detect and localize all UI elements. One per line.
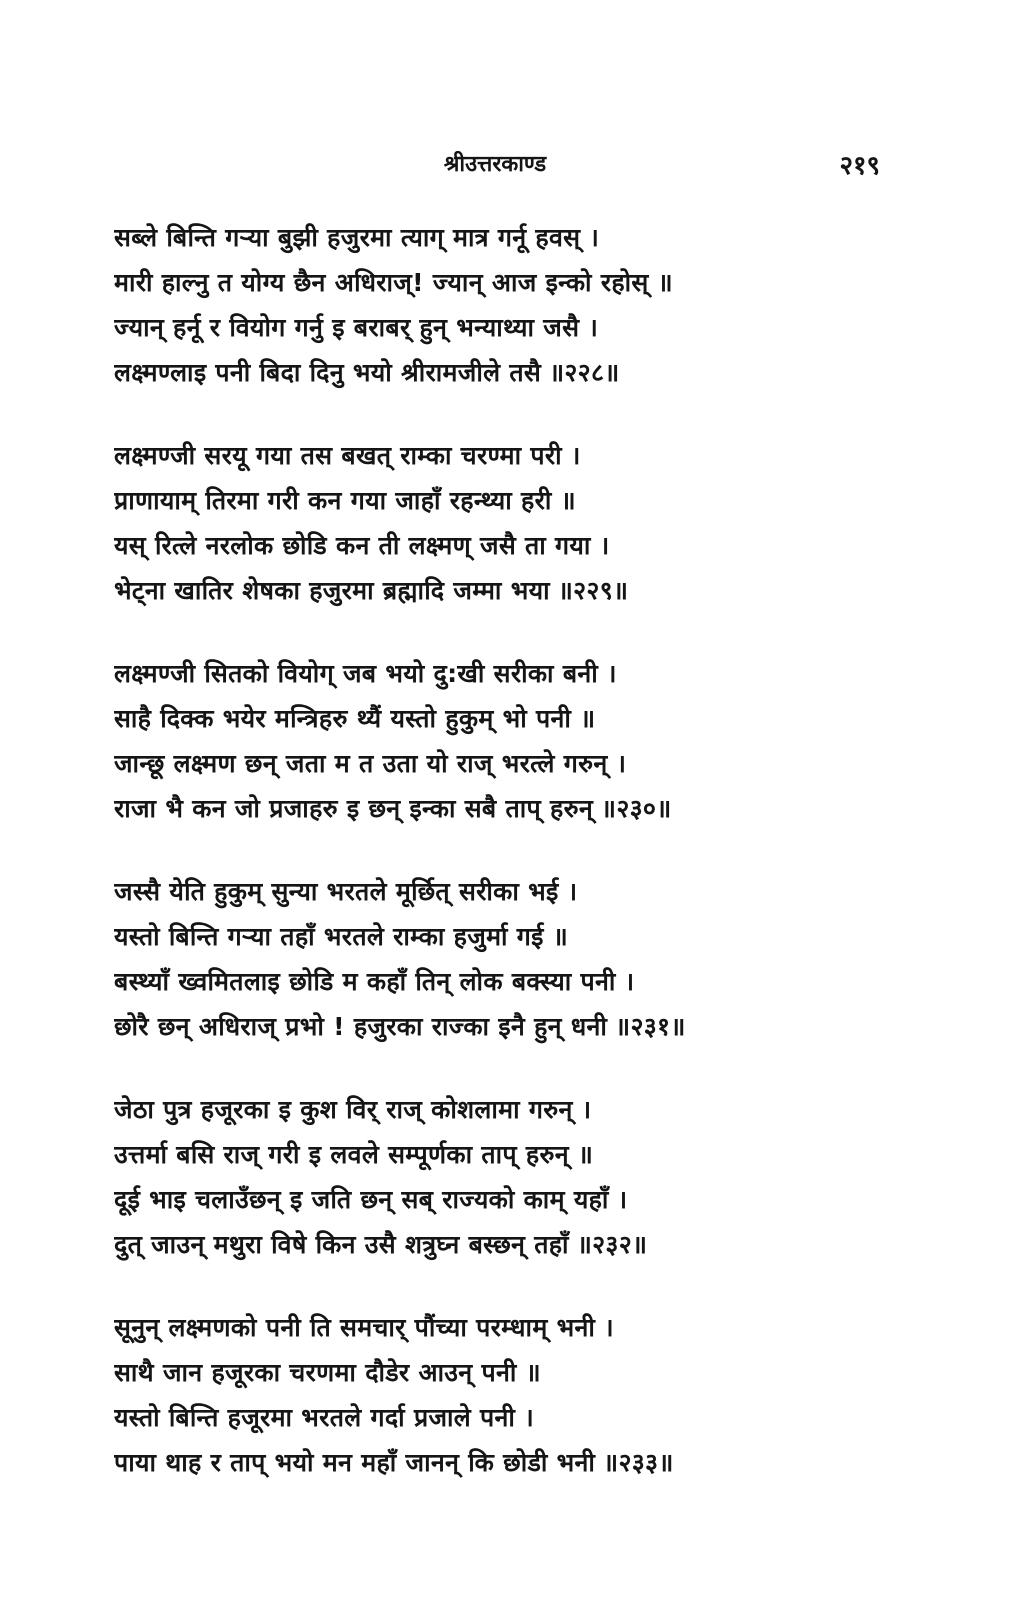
verse-line-text: पाया थाह र ताप् भयो मन महाँ जानन् कि छोडी भनी — [114, 1448, 596, 1477]
verse-line-text: छोरै छन् अधिराज् प्रभो ! हजुरका राज्का इनै हुन् धनी — [114, 1012, 608, 1041]
verse-line: मारी हाल्नु त योग्य छैन अधिराज्! ज्यान् आज इन्को रहोस् ॥ — [114, 268, 673, 297]
verse-line: यस्तो बिन्ति गऱ्या तहाँ भरतले राम्का हजुर्मा गई ॥ — [114, 922, 569, 951]
verse-line: ज्यान् हर्नू र वियोग गर्नु इ बराबर् हुन् भन्याथ्या जसै । — [114, 313, 599, 342]
verse-body — [114, 215, 884, 1523]
verse-number: ॥२३१॥ — [615, 1012, 686, 1041]
verse-line: जेठा पुत्र हजूरका इ कुश विर् राज् कोशलामा गरुन् । — [114, 1095, 592, 1124]
verse-number: ॥२२९॥ — [557, 576, 629, 605]
verse-line: प्राणायाम् तिरमा गरी कन गया जाहाँ रहन्थ्या हरी ॥ — [114, 486, 576, 515]
verse-line: सूनुन् लक्ष्मणको पनी ति समचार् पौंच्या परम्धाम् भनी । — [114, 1313, 614, 1342]
verse-line-final — [114, 786, 884, 831]
verse-line: लक्ष्मण्जी सरयू गया तस बखत् राम्का चरण्मा परी । — [114, 441, 581, 470]
stanza-229 — [114, 433, 884, 613]
verse-number: ॥२३३॥ — [603, 1448, 674, 1477]
verse-line: सब्ले बिन्ति गऱ्या बुझी हजुरमा त्याग् मात्र गर्नू हवस् । — [114, 223, 600, 252]
verse-line: लक्ष्मण्जी सितको वियोग् जब भयो दु:खी सरीका बनी । — [114, 659, 617, 688]
verse-number: ॥२३२॥ — [576, 1230, 648, 1259]
page-number: २१९ — [839, 151, 880, 181]
stanza-230 — [114, 651, 884, 831]
verse-line-text: लक्ष्मण्लाइ पनी बिदा दिनु भयो श्रीरामजीले तसै — [114, 358, 542, 387]
verse-line-final — [114, 1222, 884, 1267]
stanza-233 — [114, 1305, 884, 1485]
verse-line: साहै दिक्क भयेर मन्त्रिहरु थ्यैं यस्तो हुकुम् भो पनी ॥ — [114, 704, 596, 733]
verse-line: उत्तर्मा बसि राज् गरी इ लवले सम्पूर्णका ताप् हरुन् ॥ — [114, 1140, 594, 1169]
verse-line-text: राजा भै कन जो प्रजाहरु इ छन् इन्का सबै ताप् हरुन् — [114, 794, 594, 823]
verse-line-final — [114, 350, 884, 395]
verse-number: ॥२३०॥ — [601, 794, 672, 823]
verse-line: बस्थ्याँ ख्वमितलाइ छोडि म कहाँ तिन् लोक बक्स्या पनी । — [114, 967, 635, 996]
verse-line: यस्तो बिन्ति हजूरमा भरतले गर्दा प्रजाले पनी । — [114, 1403, 534, 1432]
verse-line: जस्सै येति हुकुम् सुन्या भरतले मूर्छित् सरीका भई । — [114, 877, 578, 906]
verse-line: जान्छू लक्ष्मण छन् जता म त उता यो राज् भरत्ले गरुन् । — [114, 749, 627, 778]
verse-line: यस् रित्ले नरलोक छोडि कन ती लक्ष्मण् जसै ता गया । — [114, 531, 610, 560]
verse-line-text: भेट्ना खातिर शेषका हजुरमा ब्रह्मादि जम्मा भया — [114, 576, 550, 605]
verse-line: साथै जान हजूरका चरणमा दौडेर आउन् पनी ॥ — [114, 1358, 541, 1387]
running-head — [110, 148, 880, 184]
verse-line: दूई भाइ चलाउँछन् इ जति छन् सब् राज्यको काम् यहाँ । — [114, 1185, 628, 1214]
verse-line-final — [114, 568, 884, 613]
verse-line-final — [114, 1440, 884, 1485]
verse-line-final — [114, 1004, 884, 1049]
section-title: श्रीउत्तरकाण्ड — [443, 152, 547, 177]
stanza-231 — [114, 869, 884, 1049]
stanza-228 — [114, 215, 884, 395]
stanza-232 — [114, 1087, 884, 1267]
verse-number: ॥२२८॥ — [549, 358, 620, 387]
verse-line-text: दुत् जाउन् मथुरा विषे किन उसै शत्रुघ्न बस्छन् तहाँ — [114, 1230, 569, 1259]
